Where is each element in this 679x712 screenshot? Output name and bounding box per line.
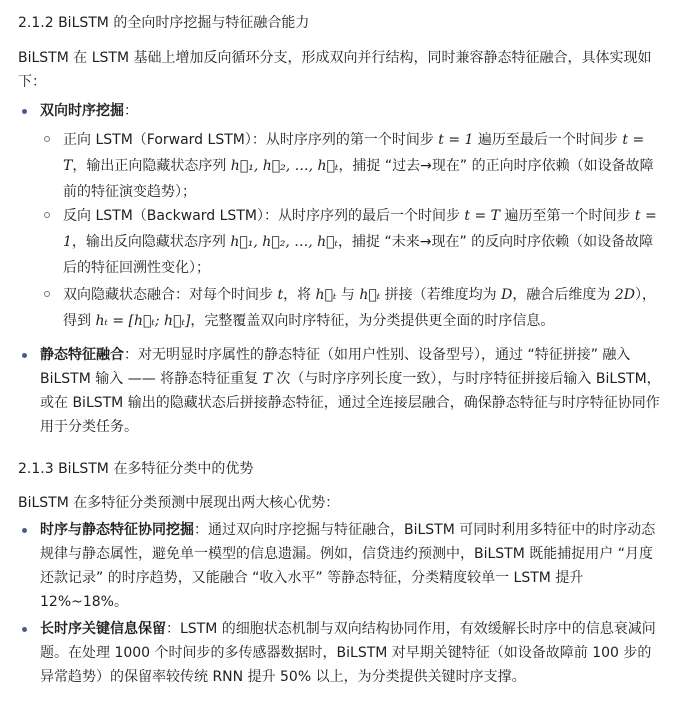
list-item: 双向时序挖掘： — [0, 99, 665, 123]
list-item — [0, 203, 665, 281]
section-intro: BiLSTM 在多特征分类预测中展现出两大核心优势： — [18, 495, 340, 511]
item-title: 静态特征融合 — [40, 347, 124, 363]
bullet-dot — [22, 528, 27, 533]
bullet-dot — [22, 353, 27, 358]
list-item: 静态特征融合：对无明显时序属性的静态特征（如用户性别、设备型号），通过 “特征拼接” 融入 BiLSTM 输入 —— 将静态特征重复 T 次（与时序序列长度一致），与时序特征拼接后输入 BiLSTM，或在 BiLSTM 输出的隐藏状态后拼接静态特征，通过全连接层融合，确保静态特征与时序特征协同作用于分类任务。 — [0, 343, 665, 439]
bullet-dot — [22, 627, 27, 632]
sub-item-text: 双向隐藏状态融合：对每个时间步 t，将 h⃗ₜ 与 h⃖ₜ 拼接（若维度均为 D，融合后维度为 2D），得到 hₜ = [h⃗ₜ; h⃖ₜ]，完整覆盖双向时序特征，为分类提供更全面的时序信息。 — [63, 287, 656, 329]
list-item — [0, 127, 665, 207]
sub-item-text: 反向 LSTM（Backward LSTM）：从时序序列的最后一个时间步 t = T 遍历至第一个时间步 t = 1，输出反向隐藏状态序列 h⃖₁, h⃖₂, …, h⃖ₜ，捕捉 “未来→现在” 的反向时序依赖（如设备故障后的特征回溯性变化）； — [63, 208, 657, 276]
sub-bullet — [44, 136, 50, 142]
section-intro: BiLSTM 在 LSTM 基础上增加反向循环分支，形成双向并行结构，同时兼容静态特征融合，具体实现如下： — [18, 50, 652, 90]
bullet-dot — [22, 109, 27, 114]
section-heading: 2.1.3 BiLSTM 在多特征分类中的优势 — [18, 461, 254, 477]
list-item: 时序与静态特征协同挖掘：通过双向时序挖掘与特征融合，BiLSTM 可同时利用多特征中的时序动态规律与静态属性，避免单一模型的信息遗漏。例如，信贷违约预测中，BiLSTM 既能捕捉用户 “月度还款记录” 的时序趋势，又能融合 “收入水平” 等静态特征，分类精度较单一 LSTM 提升 12%~18%。 — [0, 518, 665, 614]
sub-bullet — [44, 291, 50, 297]
item-title: 时序与静态特征协同挖掘 — [40, 522, 194, 538]
item-title: 双向时序挖掘 — [40, 103, 124, 119]
sub-bullet — [44, 212, 50, 218]
item-title: 长时序关键信息保留 — [40, 621, 166, 637]
list-item — [0, 282, 665, 336]
list-item: 长时序关键信息保留：LSTM 的细胞状态机制与双向结构协同作用，有效缓解长时序中的信息衰减问题。在处理 1000 个时间步的多传感器数据时，BiLSTM 对早期关键特征（如设备故障前 100 步的异常趋势）的保留率较传统 RNN 提升 50% 以上，为分类提供关键时序支撑。 — [0, 617, 665, 689]
section-heading: 2.1.2 BiLSTM 的全向时序挖掘与特征融合能力 — [18, 15, 310, 31]
sub-item-text: 正向 LSTM（Forward LSTM）：从时序序列的第一个时间步 t = 1 遍历至最后一个时间步 t = T，输出正向隐藏状态序列 h⃗₁, h⃗₂, …, h⃗ₜ，捕捉 “过去→现在” 的正向时序依赖（如设备故障前的特征演变趋势）； — [63, 132, 654, 200]
